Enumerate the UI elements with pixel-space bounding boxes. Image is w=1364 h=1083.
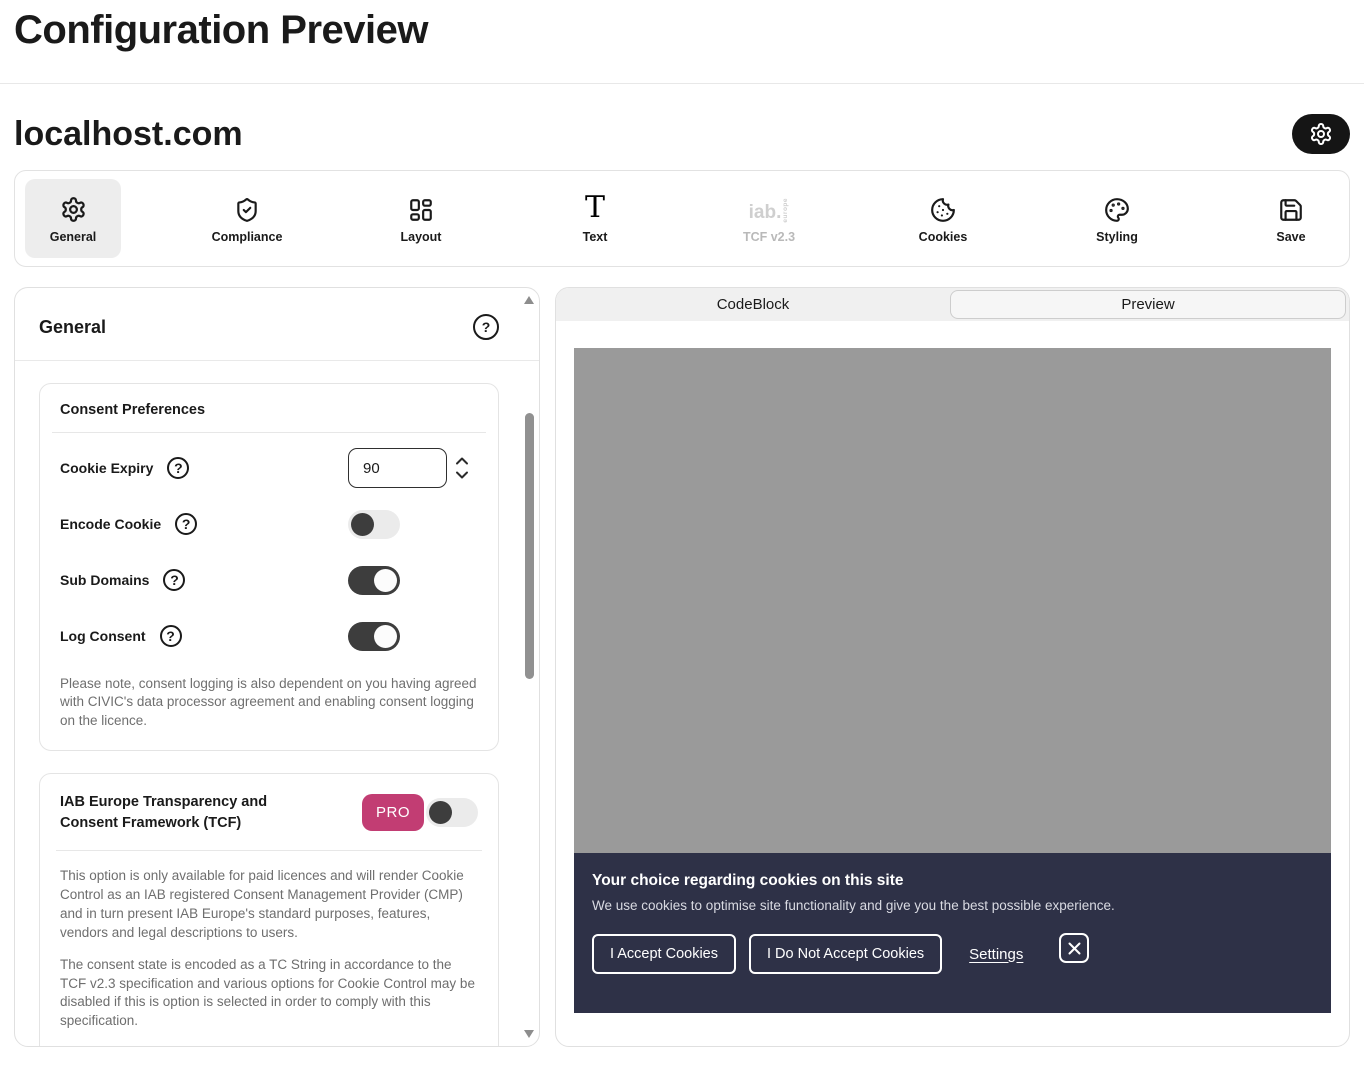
toolbar-tab-label: Cookies bbox=[918, 230, 968, 244]
cookie-banner bbox=[574, 853, 1331, 1013]
tcf-card bbox=[39, 773, 499, 1047]
save-icon bbox=[1278, 193, 1304, 223]
preview-panel bbox=[555, 287, 1350, 1047]
log-consent-toggle[interactable] bbox=[348, 622, 400, 651]
toolbar-tab-label: Save bbox=[1276, 230, 1306, 244]
config-toolbar bbox=[14, 170, 1350, 267]
layout-grid-icon bbox=[408, 193, 434, 223]
scroll-up-arrow-icon[interactable] bbox=[524, 296, 534, 304]
stepper-up-button[interactable] bbox=[455, 455, 469, 467]
preview-tabbar bbox=[556, 288, 1349, 321]
scroll-down-arrow-icon[interactable] bbox=[524, 1030, 534, 1038]
shield-check-icon bbox=[234, 193, 260, 223]
toolbar-tab-label: Compliance bbox=[211, 230, 283, 244]
panel-title: General bbox=[39, 316, 107, 337]
toolbar-tab-label: Layout bbox=[400, 230, 442, 244]
page-header bbox=[0, 0, 1364, 84]
cookie-expiry-stepper bbox=[455, 455, 469, 481]
encode-cookie-label: Encode Cookie bbox=[60, 516, 162, 532]
tcf-paragraph: This option is only available for paid licences and will render Cookie Control as an IAB registered Consent Management Provider (CMP) and in turn present IAB Europe's standard purposes, features, vendors and legal descriptions to users. bbox=[60, 868, 464, 940]
consent-preferences-card bbox=[39, 383, 499, 751]
toolbar-tab-label: General bbox=[49, 230, 97, 244]
toolbar-tab-cookies[interactable] bbox=[895, 179, 991, 258]
palette-icon bbox=[1104, 193, 1130, 223]
cookie-banner-title: Your choice regarding cookies on this site bbox=[592, 872, 904, 889]
general-settings-panel bbox=[14, 287, 540, 1047]
toolbar-tab-label: Text bbox=[582, 230, 608, 244]
iab-logo-icon: iab. europe bbox=[748, 198, 790, 223]
gear-icon bbox=[1309, 122, 1333, 146]
toolbar-tab-styling[interactable] bbox=[1069, 179, 1165, 258]
toolbar-tab-tcf[interactable] bbox=[721, 179, 817, 258]
toolbar-tab-label: Styling bbox=[1096, 230, 1138, 244]
toolbar-tab-save[interactable] bbox=[1243, 179, 1339, 258]
toolbar-tab-text[interactable] bbox=[547, 179, 643, 258]
log-consent-row bbox=[60, 615, 478, 657]
site-row bbox=[14, 114, 1350, 154]
cookie-banner-message: We use cookies to optimise site functionality and give you the best possible experience. bbox=[592, 898, 1115, 913]
site-domain: localhost.com bbox=[14, 114, 243, 153]
toolbar-tab-compliance[interactable] bbox=[199, 179, 295, 258]
tab-label: Preview bbox=[1121, 296, 1175, 313]
card-title: Consent Preferences bbox=[60, 402, 206, 418]
page-title: Configuration Preview bbox=[14, 8, 428, 52]
banner-close-button[interactable] bbox=[1059, 933, 1089, 963]
main-area bbox=[14, 287, 1350, 1047]
gear-icon bbox=[60, 193, 87, 223]
tcf-title: IAB Europe Transparency and Consent Framework (TCF) bbox=[60, 794, 268, 832]
tab-codeblock[interactable] bbox=[556, 288, 950, 321]
stepper-down-button[interactable] bbox=[455, 469, 469, 481]
divider bbox=[52, 432, 486, 433]
tab-preview[interactable] bbox=[950, 290, 1346, 319]
text-type-icon: T bbox=[584, 190, 605, 225]
sub-domains-row bbox=[60, 559, 478, 601]
cookie-expiry-row bbox=[60, 447, 478, 489]
sub-domains-toggle[interactable] bbox=[348, 566, 400, 595]
website-placeholder bbox=[574, 348, 1331, 853]
help-icon[interactable]: ? bbox=[167, 457, 189, 479]
toolbar-tab-general[interactable] bbox=[25, 179, 121, 258]
panel-scrollbar[interactable] bbox=[523, 292, 536, 1042]
help-icon[interactable]: ? bbox=[160, 625, 182, 647]
encode-cookie-row bbox=[60, 503, 478, 545]
divider bbox=[56, 850, 482, 851]
tcf-paragraph: The consent state is encoded as a TC String in accordance to the TCF v2.3 specification and various options for Cookie Control may be disabled if this is option is selected in order to comply with this specification. bbox=[60, 956, 475, 1029]
scrollbar-thumb[interactable] bbox=[525, 413, 534, 679]
help-icon[interactable]: ? bbox=[473, 314, 499, 340]
cookie-settings-link[interactable]: Settings bbox=[969, 945, 1024, 963]
close-icon bbox=[1067, 941, 1082, 956]
pro-badge: PRO bbox=[362, 794, 424, 831]
log-consent-label: Log Consent bbox=[60, 628, 146, 644]
cookie-expiry-input[interactable] bbox=[348, 448, 447, 488]
site-settings-button[interactable] bbox=[1292, 114, 1350, 154]
toolbar-tab-layout[interactable] bbox=[373, 179, 469, 258]
help-icon[interactable]: ? bbox=[163, 569, 185, 591]
cookie-icon bbox=[930, 193, 956, 223]
accept-cookies-button[interactable]: I Accept Cookies bbox=[592, 934, 736, 974]
sub-domains-label: Sub Domains bbox=[60, 572, 150, 588]
toolbar-tab-label: TCF v2.3 bbox=[742, 230, 796, 244]
reject-cookies-button[interactable]: I Do Not Accept Cookies bbox=[749, 934, 942, 974]
help-icon[interactable]: ? bbox=[175, 513, 197, 535]
cookie-expiry-label: Cookie Expiry bbox=[60, 460, 154, 476]
encode-cookie-toggle[interactable] bbox=[348, 510, 400, 539]
divider bbox=[15, 360, 539, 361]
tcf-toggle[interactable] bbox=[426, 798, 478, 827]
consent-logging-note: Please note, consent logging is also dependent on you having agreed with CIVIC's data processor agreement and enabling consent logging on the licence. bbox=[60, 676, 477, 728]
tab-label: CodeBlock bbox=[716, 296, 790, 313]
